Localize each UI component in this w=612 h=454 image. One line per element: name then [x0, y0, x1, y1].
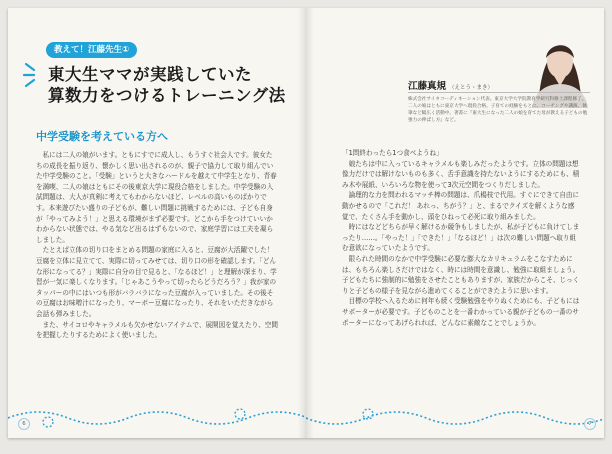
paragraph: 時にはなどどちらが早く解けるか競争もしましたが、私が子どもに負けてしまったり……。「やった！」「できた！」「なるほど！」は次の難しい問題へ取り組む意欲になっていたようです。 — [342, 223, 580, 253]
right-body-text — [342, 148, 580, 328]
right-page — [306, 8, 604, 438]
paragraph: たとえば立体の切り口をまとめる問題の家庭に入ると、豆腐が大活躍でした！豆腐を立体に見立てて、実際に切ってみせては、切り口の形を確認します。「どんな形になってる？」実際に自分の目で見ると、「なるほど！」と理解が深まり、学習が一気に楽しくなります。「じゃあこうやって切ったらどうだろう？」我が家のタッパーの中にはいつも形がバラバラになった豆腐が入っていました。その後その豆腐はお味噌汁になったり、マーボー豆腐になったり、それをいただきながら会話も弾みました。 — [36, 246, 277, 318]
book-gutter — [298, 8, 314, 438]
title-line-1: 東大生ママが実践していた — [48, 65, 252, 84]
quote-line: 「1問終わったら1つ食べようね」 — [342, 149, 443, 157]
paragraph: 娘たちは中に入っているキャラメルも楽しみだったようです。立体の問題は想像力だけでは解けないものも多く、舌手意識を持たないようにするためにも、積み木や展紙、いろいろな物を使って3次元空間をつくりだしました。 — [342, 159, 580, 189]
divider — [408, 92, 590, 93]
article-title — [48, 64, 288, 106]
author-name-text: 江藤真規 — [408, 81, 447, 92]
paragraph: 目標の学校へ入るために何年も続く受験勉強をやりぬくためにも、子どもにはサポーターが必要です。子どものことを一番わかっている親が子どもの一番のサポーターになってあげられれば、どんなに素敵なことでしょうか。 — [342, 297, 580, 327]
author-bio: 株式会社サイタコーディネーション代表。東京大学大学院教育学研究科修士課程修了。二人の娘はともに東京大学へ現役合格。子育ての経験をもとに、コーチングや講演、執筆など幅広く活動中。著書に『東大生になった二人の娘を育てた母が教える子どもの勉強力の伸ばし方』など。 — [408, 97, 588, 123]
page-number: 6 — [18, 418, 30, 430]
author-name-reading: （えとう・まき） — [449, 85, 494, 91]
dotted-wave-decoration — [8, 400, 306, 434]
section-heading: 中学受験を考えている方へ — [36, 130, 168, 143]
author-name — [408, 78, 493, 92]
paragraph: 私には二人の娘がいます。ともにすでに成人し、もうすぐ社会人です。彼女たちの成長を振り返り、懐かしく思い出されるのが、親子で協力して取り組んでいた中学受験のこと。「受験」というと大きなハードルを越えて中学生となり、青春を満喫、二人の娘はともにその後東京大学に現役合格をしました。中学受験の入試問題は、大人が真剣に考えてもわからないほど、レベルの高いものばかりです。本来遊びたい盛りの子どもが、難しい問題に挑戦するためには、子ども自身が「やってみよう！」と思える環境がまず必要です。どこから手をつけていいかわからない状態では、やる気など出るはずもないので、家庭学習には工夫を凝らしました。 — [36, 151, 277, 244]
paragraph: 限られた時間のなかで中学受験に必要な膨大なカリキュラムをこなすためには、もちろん楽しさだけではなく、時には時間を意識し、勉強に取組ましょう。子どもたちに強制的に勉強をさせたこともありますが、家族だからこそ、じっくりと子どもの様子を見ながら進めてくることができたように思います。 — [342, 254, 580, 295]
left-page — [8, 8, 306, 438]
book-spread — [8, 8, 604, 438]
emphasis-lines-icon — [22, 60, 44, 90]
title-line-2: 算数力をつけるトレーニング法 — [48, 86, 286, 105]
paragraph: 論理的な力を問われるマッチ棒の問題は、爪楊枝で代用。すぐにできて自由に動かせるので「これだ！ あれっ、ちがう？」と、まるでクイズを解くような感覚で、たくさん手を動かし、頭をひねって必死に取り組みました。 — [342, 191, 580, 221]
dotted-wave-decoration — [306, 400, 604, 434]
series-badge: 教えて！江藤先生① — [46, 42, 137, 58]
left-body-text — [36, 150, 278, 341]
paragraph: また、サイコロやキャラメルも欠かせないアイテムで、展開図を覚えたり、空間を把握したりするためによく使いました。 — [36, 320, 278, 340]
page-number: 7 — [584, 418, 596, 430]
